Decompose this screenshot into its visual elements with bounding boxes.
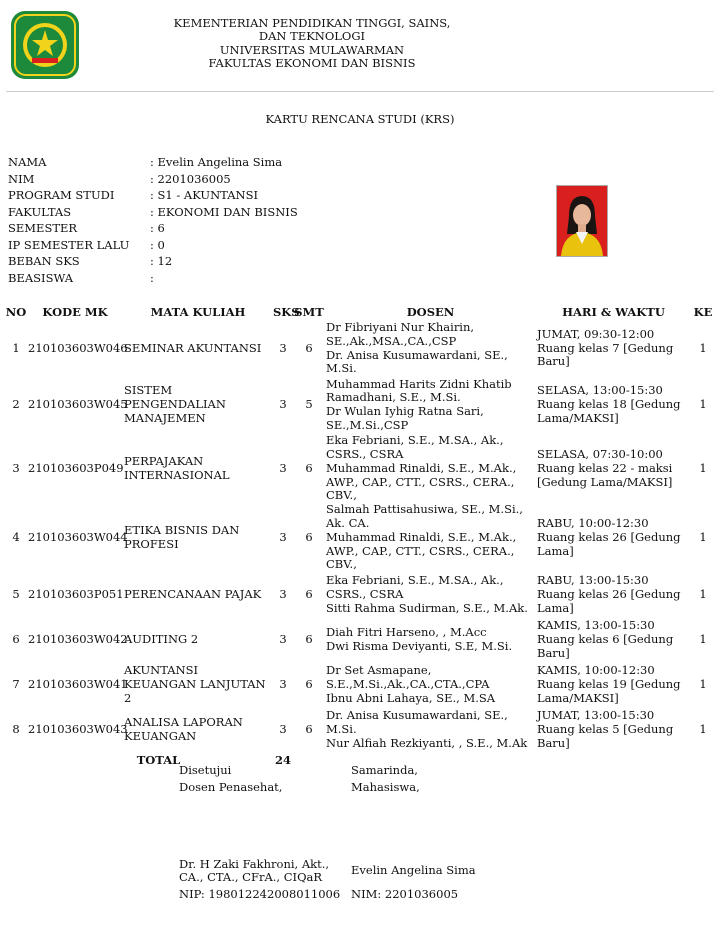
course-schedule: RABU, 13:00-15:30 Ruang kelas 26 [Gedung Lama]	[537, 572, 681, 615]
course-code: 210103603P049	[28, 460, 124, 475]
university-logo-icon	[10, 10, 80, 80]
info-label: IP SEMESTER LALU	[8, 237, 130, 252]
course-schedule: KAMIS, 13:00-15:30 Ruang kelas 6 [Gedung Baru]	[537, 617, 674, 660]
course-code: 210103603W041	[28, 676, 128, 691]
course-name: AUDITING 2	[124, 631, 199, 646]
total-label: TOTAL	[136, 753, 181, 768]
course-code: 210103603W046	[28, 340, 128, 355]
course-lecturers: Muhammad Harits Zidni Khatib Ramadhani, S.E., M.Si. Dr Wulan Iyhig Ratna Sari, SE.,M.Si.,CSP	[326, 376, 512, 432]
row-number: 2	[12, 397, 20, 412]
row-number: 8	[12, 721, 20, 736]
course-semester: 6	[305, 631, 313, 646]
course-ke: 1	[699, 676, 707, 691]
info-label: SEMESTER	[8, 221, 78, 235]
place-label: Samarinda,	[351, 763, 418, 777]
info-value: : S1 - AKUNTANSI	[150, 188, 258, 202]
course-code: 210103603W042	[28, 631, 128, 646]
column-header: KODE MK	[42, 305, 108, 319]
info-label: BEBAN SKS	[8, 254, 80, 268]
course-sks: 3	[279, 721, 287, 736]
course-lecturers: Dr Fibriyani Nur Khairin, SE.,Ak.,MSA.,CA.,CSP Dr. Anisa Kusumawardani, SE., M.Si.	[326, 320, 508, 376]
info-label: PROGRAM STUDI	[8, 188, 115, 202]
info-value: : EKONOMI DAN BISNIS	[150, 204, 298, 219]
course-lecturers: Dr. Anisa Kusumawardani, SE., M.Si. Nur Alfiah Rezkiyanti, , S.E., M.Ak	[326, 707, 528, 750]
info-value: : 12	[150, 254, 173, 268]
column-header: SMT	[294, 305, 324, 319]
course-semester: 6	[305, 340, 313, 355]
course-schedule: JUMAT, 09:30-12:00 Ruang kelas 7 [Gedung Baru]	[537, 326, 674, 369]
course-lecturers: Diah Fitri Harseno, , M.Acc Dwi Risma Deviyanti, S.E, M.Si.	[326, 624, 513, 653]
course-ke: 1	[699, 586, 707, 601]
course-schedule: JUMAT, 13:00-15:30 Ruang kelas 5 [Gedung Baru]	[537, 707, 674, 750]
advisor-signature-block	[179, 762, 282, 796]
course-ke: 1	[699, 529, 707, 544]
table-row	[5, 617, 715, 662]
course-name: PERENCANAAN PAJAK	[124, 586, 262, 601]
table-row	[5, 572, 715, 617]
advisor-title: Dosen Penasehat,	[179, 780, 283, 794]
info-label: BEASISWA	[8, 270, 74, 285]
course-name: AKUNTANSI KEUANGAN LANJUTAN 2	[124, 662, 266, 705]
table-row	[5, 503, 715, 572]
column-header: KE	[693, 305, 713, 319]
course-ke: 1	[699, 397, 707, 412]
course-semester: 6	[305, 676, 313, 691]
document-title: KARTU RENCANA STUDI (KRS)	[265, 112, 455, 126]
course-sks: 3	[279, 529, 287, 544]
course-name: SEMINAR AKUNTANSI	[124, 340, 262, 355]
course-ke: 1	[699, 721, 707, 736]
advisor-nip: NIP: 198012242008011006	[179, 887, 341, 901]
course-sks: 3	[279, 676, 287, 691]
column-header: DOSEN	[406, 305, 455, 319]
course-ke: 1	[699, 340, 707, 355]
student-photo	[556, 185, 608, 257]
header-line: UNIVERSITAS MULAWARMAN	[219, 42, 405, 57]
course-lecturers: Eka Febriani, S.E., M.SA., Ak., CSRS., CSRA Sitti Rahma Sudirman, S.E., M.Ak.	[326, 572, 528, 615]
table-row	[5, 662, 715, 707]
course-name: ANALISA LAPORAN KEUANGAN	[124, 714, 243, 743]
course-semester: 5	[305, 397, 313, 412]
course-schedule: SELASA, 13:00-15:30 Ruang kelas 18 [Gedung Lama/MAKSI]	[537, 383, 681, 426]
column-header: MATA KULIAH	[150, 305, 246, 319]
course-semester: 6	[305, 721, 313, 736]
course-lecturers: Dr Set Asmapane, S.E.,M.Si.,Ak.,CA.,CTA.,CPA Ibnu Abni Lahaya, SE., M.SA	[326, 662, 496, 705]
info-label: NIM	[8, 171, 35, 186]
header-line: DAN TEKNOLOGI	[258, 29, 366, 44]
table-row	[5, 707, 715, 752]
header-line: FAKULTAS EKONOMI DAN BISNIS	[208, 56, 416, 71]
row-number: 1	[12, 340, 20, 355]
course-sks: 3	[279, 631, 287, 646]
table-header-row	[5, 304, 715, 321]
row-number: 6	[12, 631, 20, 646]
total-sks: 24	[275, 753, 292, 768]
course-name: PERPAJAKAN INTERNASIONAL	[124, 453, 230, 482]
column-header: NO	[5, 305, 27, 319]
info-value: : 6	[150, 221, 165, 235]
info-value: : Evelin Angelina Sima	[150, 155, 283, 169]
row-number: 7	[12, 676, 20, 691]
course-semester: 6	[305, 529, 313, 544]
course-schedule: RABU, 10:00-12:30 Ruang kelas 26 [Gedung Lama]	[537, 515, 681, 558]
institution-header	[150, 17, 474, 71]
student-title: Mahasiswa,	[351, 780, 420, 794]
course-semester: 6	[305, 460, 313, 475]
table-row	[5, 434, 715, 503]
info-label: FAKULTAS	[8, 204, 72, 219]
student-signature-block	[351, 762, 420, 796]
advisor-name: Dr. H Zaki Fakhroni, Akt., CA., CTA., CFrA., CIQaR	[179, 857, 330, 884]
course-name: SISTEM PENGENDALIAN MANAJEMEN	[124, 383, 226, 426]
student-nim: NIM: 2201036005	[351, 887, 459, 901]
course-code: 210103603W044	[28, 529, 128, 544]
course-ke: 1	[699, 460, 707, 475]
approval-label: Disetujui	[179, 763, 232, 777]
info-label: NAMA	[8, 155, 47, 169]
course-sks: 3	[279, 340, 287, 355]
info-value: :	[150, 270, 154, 285]
student-name: Evelin Angelina Sima	[351, 863, 476, 877]
header-divider	[6, 91, 714, 92]
course-lecturers: Eka Febriani, S.E., M.SA., Ak., CSRS., CSRA Muhammad Rinaldi, S.E., M.Ak., AWP., CAP., CTT., CSRS., CERA., CBV.,	[326, 433, 517, 503]
course-schedule: SELASA, 07:30-10:00 Ruang kelas 22 - maksi [Gedung Lama/MAKSI]	[537, 446, 673, 489]
row-number: 5	[12, 586, 20, 601]
row-number: 3	[12, 460, 20, 475]
course-lecturers: Salmah Pattisahusiwa, SE., M.Si., Ak. CA. Muhammad Rinaldi, S.E., M.Ak., AWP., CAP., CTT., CSRS., CERA., CBV.,	[326, 502, 523, 572]
header-line: KEMENTERIAN PENDIDIKAN TINGGI, SAINS,	[173, 16, 451, 30]
table-row	[5, 321, 715, 376]
course-code: 210103603W043	[28, 721, 128, 736]
info-value: : 0	[150, 237, 165, 252]
column-header: SKS	[273, 305, 300, 319]
course-sks: 3	[279, 397, 287, 412]
course-schedule: KAMIS, 10:00-12:30 Ruang kelas 19 [Gedung Lama/MAKSI]	[537, 662, 681, 705]
course-code: 210103603W045	[28, 397, 128, 412]
course-table	[5, 304, 715, 770]
column-header: HARI & WAKTU	[562, 305, 665, 319]
course-sks: 3	[279, 586, 287, 601]
course-semester: 6	[305, 586, 313, 601]
info-value: : 2201036005	[150, 171, 231, 186]
row-number: 4	[12, 529, 20, 544]
course-code: 210103603P051	[28, 586, 124, 601]
course-sks: 3	[279, 460, 287, 475]
course-ke: 1	[699, 631, 707, 646]
course-name: ETIKA BISNIS DAN PROFESI	[124, 522, 240, 551]
table-row	[5, 376, 715, 434]
